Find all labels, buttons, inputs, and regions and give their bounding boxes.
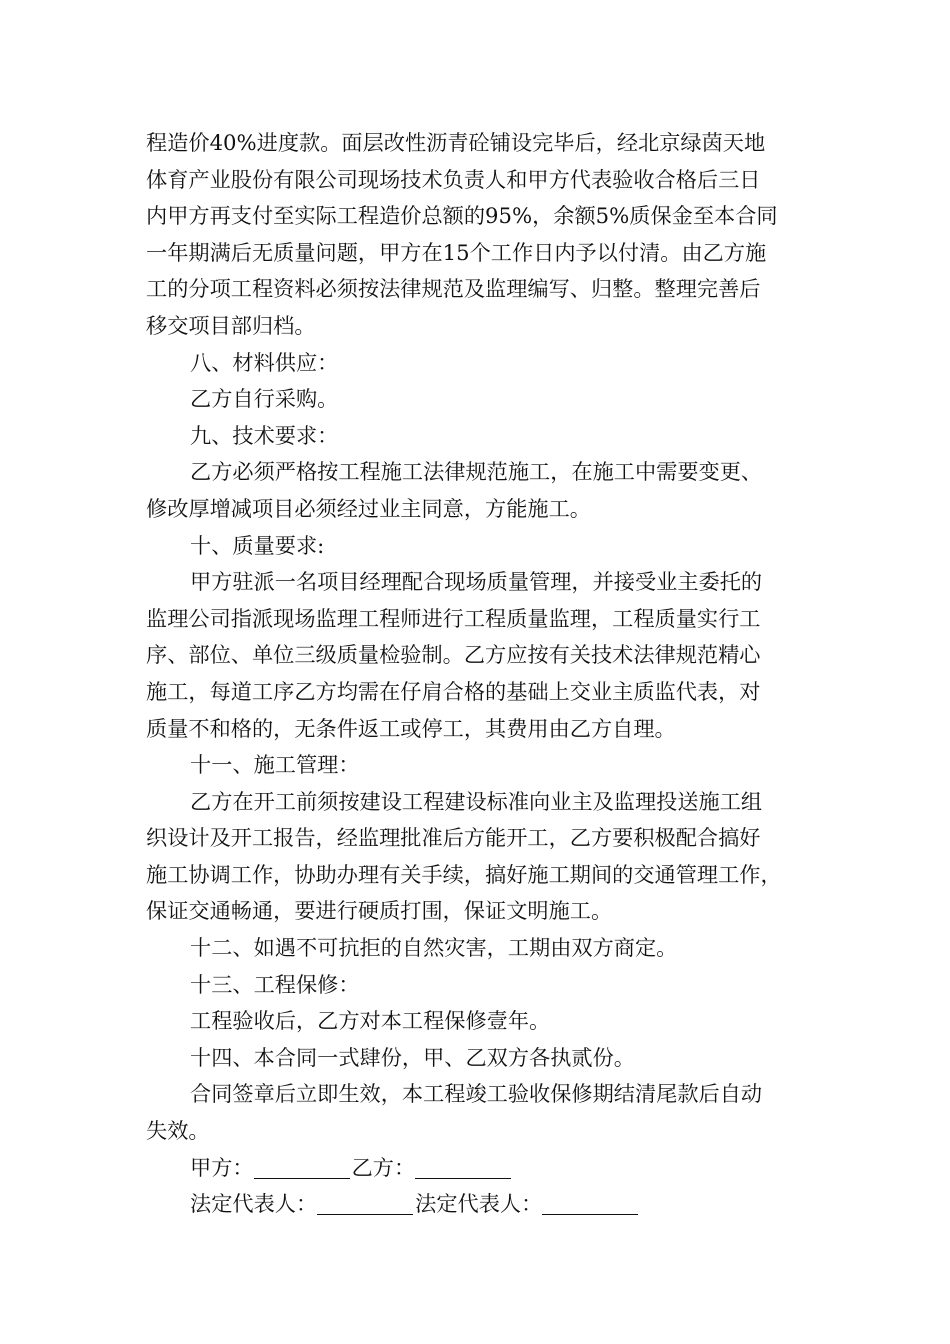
- text-line: 乙方必须严格按工程施工法律规范施工，在施工中需要变更、: [190, 459, 763, 485]
- section-8-heading: 八、材料供应：: [190, 349, 339, 375]
- text-line: 一年期满后无质量问题，甲方在15个工作日内予以付清。由乙方施: [146, 239, 767, 265]
- party-b-label: 乙方：: [351, 1154, 416, 1180]
- text-line: 监理公司指派现场监理工程师进行工程质量监理，工程质量实行工: [146, 605, 761, 631]
- section-9-heading: 九、技术要求：: [190, 422, 339, 448]
- rep-b-signature-blank[interactable]: [542, 1190, 638, 1215]
- effect-clause: [146, 1076, 812, 1149]
- text-line: 失效。: [146, 1118, 210, 1144]
- section-8-body: 乙方自行采购。: [190, 386, 339, 412]
- party-a-signature-blank[interactable]: [254, 1154, 350, 1179]
- text-line: 移交项目部归档。: [146, 312, 316, 338]
- section-10-heading: 十、质量要求:: [190, 532, 325, 558]
- text-line: 施工，每道工序乙方均需在仔肩合格的基础上交业主质监代表，对: [146, 678, 761, 704]
- rep-a-label: 法定代表人：: [190, 1191, 318, 1217]
- signature-parties-row: [146, 1150, 812, 1187]
- payment-terms-paragraph: [146, 125, 812, 345]
- text-line: 内甲方再支付至实际工程造价总额的95%，余额5%质保金至本合同: [146, 203, 778, 229]
- text-line: 修改厚增减项目必须经过业主同意，方能施工。: [146, 495, 591, 521]
- text-line: 序、部位、单位三级质量检验制。乙方应按有关技术法律规范精心: [146, 642, 761, 668]
- contract-page: [146, 125, 812, 1223]
- rep-a-signature-blank[interactable]: [317, 1190, 413, 1215]
- text-line: 保证交通畅通，要进行硬质打围，保证文明施工。: [146, 898, 613, 924]
- section-9-body: [146, 454, 812, 527]
- rep-b-label: 法定代表人：: [415, 1191, 543, 1217]
- text-line: 工的分项工程资料必须按法律规范及监理编写、归整。整理完善后: [146, 276, 761, 302]
- section-13-body: 工程验收后，乙方对本工程保修壹年。: [190, 1008, 551, 1034]
- text-line: 乙方在开工前须按建设工程建设标准向业主及监理投送施工组: [190, 788, 763, 814]
- text-line: 程造价40%进度款。面层改性沥青砼铺设完毕后，经北京绿茵天地: [146, 130, 766, 155]
- text-line: 织设计及开工报告，经监理批准后方能开工，乙方要积极配合搞好: [146, 825, 761, 851]
- section-10-body: [146, 564, 812, 747]
- section-11-heading: 十一、施工管理：: [190, 752, 360, 778]
- section-11-body: [146, 784, 812, 930]
- text-line: 甲方驻派一名项目经理配合现场质量管理，并接受业主委托的: [190, 569, 763, 595]
- section-12: 十二、如遇不可抗拒的自然灾害，工期由双方商定。: [190, 935, 678, 961]
- party-b-signature-blank[interactable]: [415, 1154, 511, 1179]
- text-line: 合同签章后立即生效，本工程竣工验收保修期结清尾款后自动: [190, 1081, 763, 1107]
- text-line: 质量不和格的，无条件返工或停工，其费用由乙方自理。: [146, 715, 676, 741]
- text-line: 施工协调工作，协助办理有关手续，搞好施工期间的交通管理工作，: [146, 861, 782, 887]
- section-14: 十四、本合同一式肆份，甲、乙双方各执贰份。: [190, 1044, 635, 1070]
- party-a-label: 甲方：: [190, 1154, 254, 1180]
- signature-representatives-row: [146, 1186, 812, 1223]
- text-line: 体育产业股份有限公司现场技术负责人和甲方代表验收合格后三日: [146, 166, 761, 192]
- section-13-heading: 十三、工程保修：: [190, 971, 360, 997]
